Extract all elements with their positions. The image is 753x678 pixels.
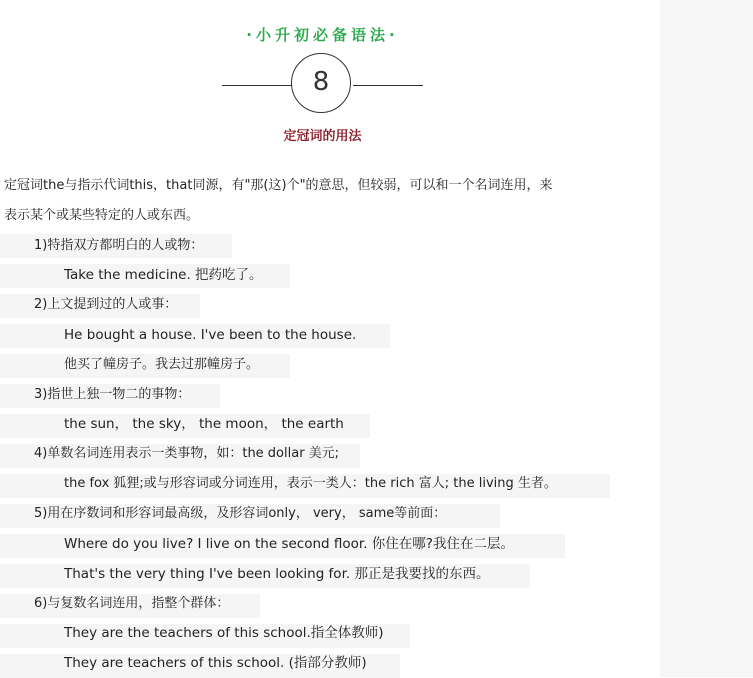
lesson-subtitle: 定冠词的用法 — [283, 129, 362, 144]
rule-4-heading: 4)单数名词连用表示一类事物，如：the dollar 美元; — [34, 446, 340, 461]
rule-2-example-zh: 他买了幢房子。我去过那幢房子。 — [64, 357, 260, 372]
divider-line-right — [353, 85, 423, 86]
intro-line-1: 定冠词the与指示代词this，that同源，有"那(这)个"的意思，但较弱，可以和一个名词连用，来 — [4, 178, 553, 193]
intro-line-2: 表示某个或某些特定的人或东西。 — [4, 208, 200, 223]
rule-4-example: the fox 狐狸;或与形容词或分词连用，表示一类人：the rich 富人; the living 生者。 — [64, 476, 557, 491]
page-margin-strip — [660, 0, 753, 677]
rule-6-heading: 6)与复数名词连用，指整个群体： — [34, 596, 230, 611]
lesson-number-badge: 8 — [291, 53, 351, 113]
series-title: ·小升初必备语法· — [246, 26, 399, 44]
rule-5-example-2: That's the very thing I've been looking for. 那正是我要找的东西。 — [64, 566, 490, 582]
rule-5-heading: 5)用在序数词和形容词最高级，及形容词only， very， same等前面： — [34, 506, 447, 521]
rule-1-heading: 1)特指双方都明白的人或物： — [34, 238, 204, 253]
rule-6-example-2: They are teachers of this school. (指部分教师) — [64, 655, 367, 671]
lesson-header — [0, 0, 645, 160]
rule-5-example-1: Where do you live? I live on the second floor. 你住在哪?我住在二层。 — [64, 536, 514, 552]
rule-3-heading: 3)指世上独一物二的事物： — [34, 387, 191, 402]
divider-line-left — [222, 85, 292, 86]
rule-6-example-1: They are the teachers of this school.指全体教师) — [64, 625, 384, 641]
rule-1-example: Take the medicine. 把药吃了。 — [64, 267, 263, 283]
rule-3-example: the sun， the sky， the moon， the earth — [64, 416, 344, 432]
rule-2-example-en: He bought a house. I've been to the house. — [64, 327, 357, 343]
rule-2-heading: 2)上文提到过的人或事： — [34, 297, 178, 312]
